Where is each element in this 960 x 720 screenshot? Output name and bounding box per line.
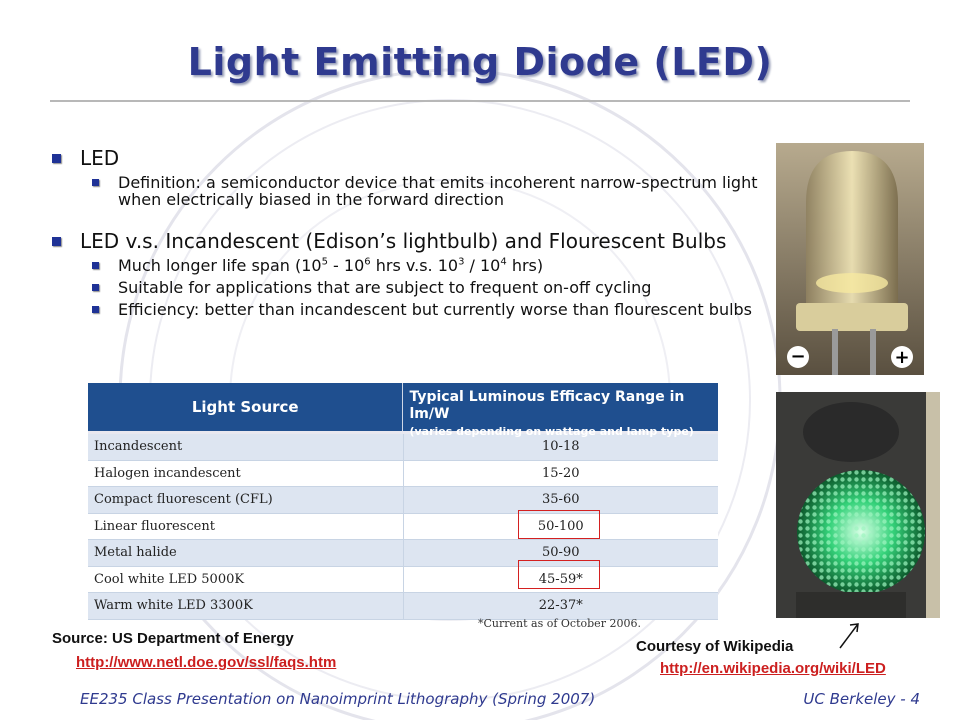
table-row: Warm white LED 3300K 22-37* — [88, 593, 718, 620]
slide-title: Light Emitting Diode (LED) — [187, 40, 773, 84]
bullet-comparison-text: LED v.s. Incandescent (Edison’s lightbulb) and Flourescent Bulbs — [80, 229, 727, 253]
bullet-square-icon — [92, 179, 99, 186]
bullet-square-icon — [92, 284, 99, 291]
courtesy-link[interactable]: http://en.wikipedia.org/wiki/LED — [660, 660, 886, 677]
source-label: Source: US Department of Energy — [52, 630, 294, 647]
bullet-list — [44, 146, 774, 323]
header-light-source: Light Source — [88, 383, 403, 431]
luminous-efficacy-table — [88, 383, 718, 620]
led-photo — [776, 143, 924, 375]
traffic-light-photo — [776, 392, 940, 618]
title-divider — [50, 100, 910, 102]
bullet-led — [44, 146, 774, 170]
bullet-square-icon — [52, 237, 61, 246]
svg-text:+: + — [894, 347, 910, 368]
bullet-led-text: LED — [80, 146, 120, 170]
footer-course: EE235 Class Presentation on Nanoimprint Lithography (Spring 2007) — [80, 690, 596, 708]
bullet-definition-text: Definition: a semiconductor device that emits incoherent narrow-spectrum light when electrically biased in the forward direction — [118, 173, 758, 209]
table-row: Linear fluorescent 50-100 — [88, 514, 718, 541]
table-row: Compact fluorescent (CFL) 35-60 — [88, 487, 718, 514]
bullet-lifespan — [44, 257, 774, 274]
arrow-icon — [838, 620, 862, 650]
bullet-square-icon — [52, 154, 61, 163]
bullet-cycling — [44, 279, 774, 296]
table-row: Incandescent 10-18 — [88, 434, 718, 461]
table-row: Halogen incandescent 15-20 — [88, 461, 718, 488]
highlight-box-cool-white-led — [518, 560, 600, 589]
source-link[interactable]: http://www.netl.doe.gov/ssl/faqs.htm — [76, 654, 337, 671]
bullet-cycling-text: Suitable for applications that are subject to frequent on-off cycling — [118, 278, 652, 297]
courtesy-label: Courtesy of Wikipedia — [636, 638, 794, 655]
table-footnote: *Current as of October 2006. — [478, 617, 641, 630]
table-row: Metal halide 50-90 — [88, 540, 718, 567]
bullet-comparison — [44, 229, 774, 253]
table-header — [88, 383, 718, 438]
table-row: Cool white LED 5000K 45-59* — [88, 567, 718, 594]
highlight-box-linear-fluorescent — [518, 510, 600, 539]
bullet-definition — [44, 174, 774, 208]
bullet-square-icon — [92, 306, 99, 313]
bullet-square-icon — [92, 262, 99, 269]
bullet-efficiency-text: Efficiency: better than incandescent but currently worse than flourescent bulbs — [118, 300, 753, 319]
header-efficacy: Typical Luminous Efficacy Range in lm/W (varies depending on wattage and lamp type) — [409, 389, 694, 438]
bullet-efficiency — [44, 301, 774, 318]
bullet-lifespan-text: Much longer life span ($10^5 - 10^6$ hrs v.s. $10^3 / 10^4$ hrs) — [118, 256, 544, 275]
footer-page: UC Berkeley - 4 — [803, 690, 920, 708]
svg-text:−: − — [790, 346, 806, 367]
